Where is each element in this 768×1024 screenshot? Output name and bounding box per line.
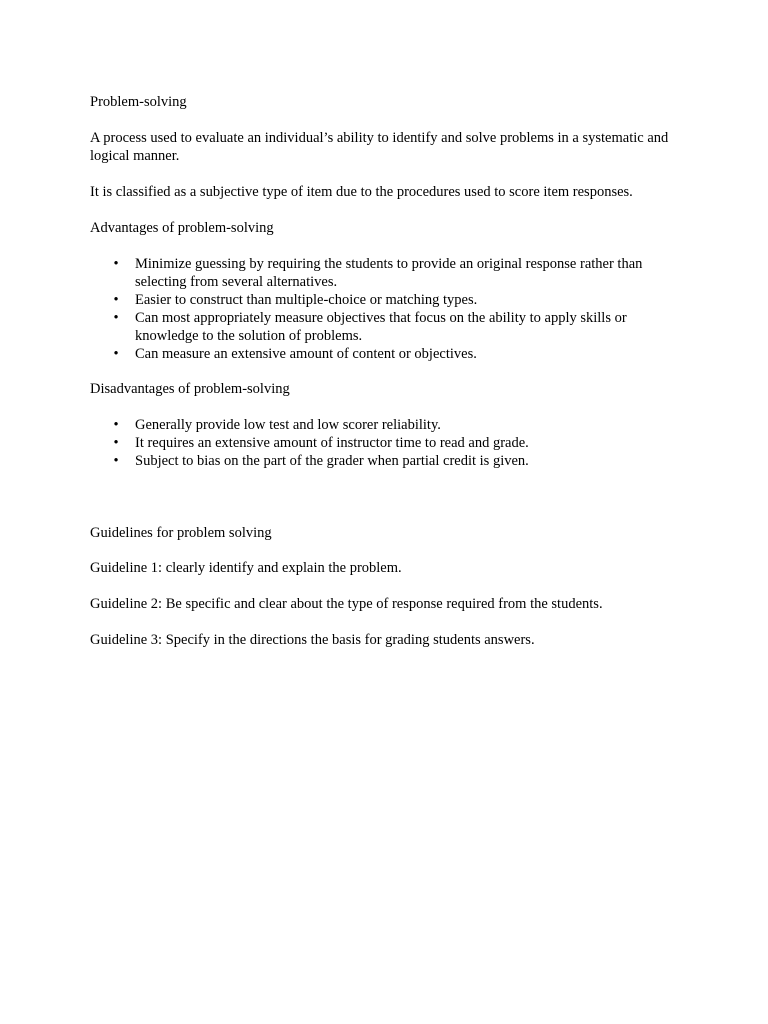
- list-item: [90, 452, 680, 470]
- bullet-icon: •: [113, 310, 119, 326]
- bullet-icon: •: [113, 256, 119, 272]
- list-item: [90, 291, 680, 309]
- advantages-list: [90, 255, 680, 363]
- bullet-icon: •: [113, 435, 119, 451]
- guideline-2: Guideline 2: Be specific and clear about the type of response required from the students.: [90, 596, 603, 612]
- guidelines-heading: Guidelines for problem solving: [90, 525, 272, 541]
- list-item-text: Can measure an extensive amount of content or objectives.: [135, 346, 477, 362]
- list-item-text: Can most appropriately measure objectives that focus on the ability to apply skills or knowledge to the solution of problems.: [135, 310, 627, 344]
- document-title: Problem-solving: [90, 94, 187, 110]
- list-item: [90, 309, 680, 345]
- list-item-text: It requires an extensive amount of instructor time to read and grade.: [135, 435, 529, 451]
- list-item: [90, 345, 680, 363]
- list-item: [90, 434, 680, 452]
- disadvantages-heading: Disadvantages of problem-solving: [90, 381, 290, 397]
- bullet-icon: •: [113, 292, 119, 308]
- list-item-text: Easier to construct than multiple-choice or matching types.: [135, 292, 478, 308]
- classification-paragraph: It is classified as a subjective type of item due to the procedures used to score item responses.: [90, 184, 633, 200]
- list-item: [90, 255, 680, 291]
- advantages-heading: Advantages of problem-solving: [90, 220, 274, 236]
- list-item: [90, 416, 680, 434]
- guideline-3: Guideline 3: Specify in the directions the basis for grading students answers.: [90, 632, 535, 648]
- list-item-text: Minimize guessing by requiring the students to provide an original response rather than selecting from several alternatives.: [135, 256, 643, 290]
- bullet-icon: •: [113, 346, 119, 362]
- disadvantages-list: [90, 416, 680, 470]
- definition-paragraph: A process used to evaluate an individual’s ability to identify and solve problems in a systematic and logical manner.: [90, 130, 669, 164]
- list-item-text: Generally provide low test and low scorer reliability.: [135, 417, 441, 433]
- bullet-icon: •: [113, 453, 119, 469]
- bullet-icon: •: [113, 417, 119, 433]
- guideline-1: Guideline 1: clearly identify and explain the problem.: [90, 560, 402, 576]
- list-item-text: Subject to bias on the part of the grader when partial credit is given.: [135, 453, 529, 469]
